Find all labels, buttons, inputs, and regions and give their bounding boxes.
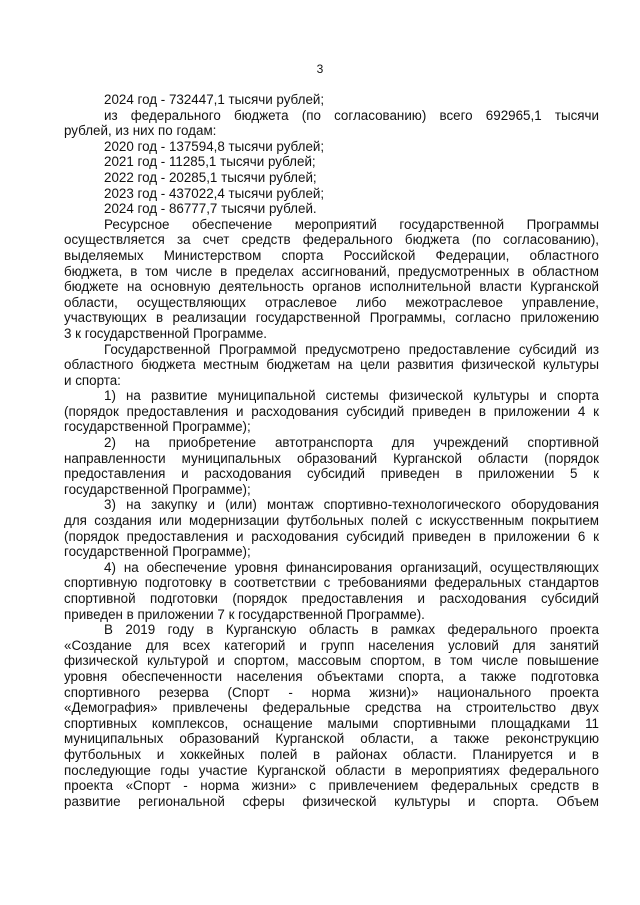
body-text [64,92,599,809]
text-line: государственной Программе); [64,481,251,497]
text-line: предоставления и расходования субсидий приведен в приложении 5 к [64,466,599,482]
text-line: из федерального бюджета (по согласованию) всего 692965,1 тысячи [104,107,599,123]
text-line: муниципальных образований Курганской области, а также реконструкцию [64,731,599,747]
text-line: 2021 год - 11285,1 тысячи рублей; [104,154,316,170]
text-line: 4) на обеспечение уровня финансирования организаций, осуществляющих [104,559,599,575]
text-line: 3 к государственной Программе. [64,325,267,341]
text-line: «Создание для всех категорий и групп населения условий для занятий [64,637,599,653]
text-line: футбольных и хоккейных полей в районах области. Планируется и в [64,746,599,762]
text-line: государственной Программе); [64,544,251,560]
text-line: Государственной Программой предусмотрено предоставление субсидий из [104,341,599,357]
text-line: области, осуществляющих отраслевое либо межотраслевое управление, [64,294,599,310]
text-line: уровня обеспеченности населения объектами спорта, а также подготовка [64,668,599,684]
text-line: спортивной подготовки (порядок предоставления и расходования субсидий [64,591,599,606]
text-line: физической культурой и спортом, массовым спортом, в том числе повышение [64,653,599,669]
text-line: 2024 год - 86777,7 тысячи рублей. [104,201,317,217]
text-line: спортивного резерва (Спорт - норма жизни)» национального проекта [64,684,599,700]
text-line: областного бюджета местным бюджетам на цели развития физической культуры [64,357,599,373]
text-line: 3) на закупку и (или) монтаж спортивно-технологического оборудования [104,497,599,513]
text-line: и спорта: [64,372,121,388]
text-line: 2023 год - 437022,4 тысячи рублей; [104,185,325,201]
text-line: осуществляется за счет средств федерального бюджета (по согласованию), [64,232,599,248]
text-line: бюджете на основную деятельность органов исполнительной власти Курганской [64,279,599,295]
text-line: 2) на приобретение автотранспорта для учреждений спортивной [104,435,599,451]
text-line: направленности муниципальных образований Курганской области (порядок [64,450,599,466]
text-line: для создания или модернизации футбольных полей с искусственным покрытием [64,513,599,529]
text-line: «Демография» привлечены федеральные средства на строительство двух [64,700,599,716]
text-line: проекта «Спорт - норма жизни» с привлечением федеральных средств в [64,778,599,794]
text-line: Ресурсное обеспечение мероприятий государственной Программы [104,216,599,232]
page-number: 3 [316,62,324,76]
text-line: государственной Программе); [64,419,251,435]
text-line: 2022 год - 20285,1 тысячи рублей; [104,169,317,185]
text-line: спортивных комплексов, оснащение малыми спортивными площадками 11 [64,715,599,731]
text-line: участвующих в реализации государственной Программы, согласно приложению [64,310,599,326]
text-line: рублей, из них по годам: [64,123,217,139]
text-line: 1) на развитие муниципальной системы физической культуры и спорта [104,388,599,404]
text-line: выделяемых Министерством спорта Российской Федерации, областного [64,247,599,263]
text-line: 2024 год - 732447,1 тысячи рублей; [104,92,325,107]
text-line: (порядок предоставления и расходования субсидий приведен в приложении 4 к [64,403,599,419]
text-line: развитие региональной сферы физической культуры и спорта. Объем [64,793,599,809]
text-line: приведен в приложении 7 к государственной Программе). [64,606,425,622]
text-line: (порядок предоставления и расходования субсидий приведен в приложении 6 к [64,528,599,544]
text-line: спортивную подготовку в соответствии с требованиями федеральных стандартов [64,575,599,591]
text-line: В 2019 году в Курганскую область в рамках федерального проекта [104,622,599,638]
text-line: последующие годы участие Курганской области в мероприятиях федерального [64,762,599,778]
text-line: 2020 год - 137594,8 тысячи рублей; [104,138,325,154]
text-line: бюджета, в том числе в пределах ассигнований, предусмотренных в областном [64,263,599,279]
